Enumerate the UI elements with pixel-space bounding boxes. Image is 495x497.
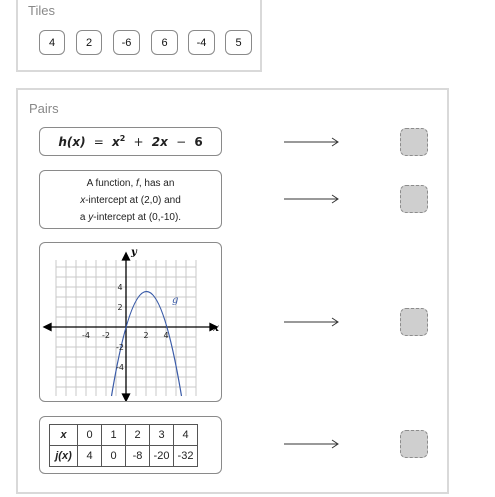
table-cell: -32 [174,446,198,467]
drop-zone-description[interactable] [400,185,428,213]
tile-6[interactable]: 6 [151,30,178,55]
y-tick-4: 4 [117,283,123,292]
desc-text: -intercept at (2,0) and [85,195,181,206]
equation-x: x [112,135,120,149]
equation-card[interactable] [39,127,222,156]
desc-x: x [80,195,86,206]
description-card[interactable] [39,170,222,229]
table-cell: -8 [126,446,150,467]
equation-plus: + [133,135,144,149]
tile-neg4[interactable]: -4 [188,30,215,55]
description-line-1 [40,178,221,189]
description-line-2 [40,195,221,206]
graph [40,243,221,401]
right-arrow-icon [284,317,340,327]
x-tick-neg2: -2 [102,331,110,340]
right-arrow-icon [284,194,340,204]
pairs-panel [16,88,449,494]
tile-2[interactable]: 2 [76,30,102,55]
description-line-3 [40,212,221,223]
drop-zone-table[interactable] [400,430,428,458]
desc-text: -intercept at (0,-10). [93,212,182,223]
values-table [49,424,198,467]
table-header-j: j(x) [50,446,78,467]
table-cell: 0 [78,425,102,446]
tile-neg6[interactable]: -6 [113,30,140,55]
table-cell: 1 [102,425,126,446]
table-cell: 4 [78,446,102,467]
tiles-panel [16,0,262,72]
right-arrow-icon [284,137,340,147]
y-axis-label: y [131,247,137,258]
table-card[interactable] [39,416,222,474]
drop-zone-equation[interactable] [400,128,428,156]
equation-minus: − [176,135,187,149]
tiles-title: Tiles [28,3,55,18]
y-tick-2: 2 [117,303,123,312]
table-cell: 3 [150,425,174,446]
y-tick-neg2: -2 [116,343,124,352]
desc-f: f [136,178,139,189]
curve-label: g [172,295,179,306]
desc-text: , has an [138,178,175,189]
equation-constant: 6 [194,135,203,149]
table-header-x: x [50,425,78,446]
equation-text [40,134,221,149]
drop-zone-graph[interactable] [400,308,428,336]
equation-equals: = [93,135,104,149]
equation-exponent: 2 [119,134,126,143]
x-axis-label: x [213,323,219,334]
desc-text: a [79,212,89,223]
x-tick-neg4: -4 [82,331,90,340]
equation-lhs: h(x) [58,135,86,149]
desc-text: A function, [86,178,137,189]
table-cell: 4 [174,425,198,446]
table-row-j [50,446,198,467]
y-tick-neg4: -4 [116,363,124,372]
tile-5[interactable]: 5 [225,30,252,55]
table-cell: 0 [102,446,126,467]
right-arrow-icon [284,439,340,449]
x-tick-2: 2 [143,331,149,340]
table-cell: 2 [126,425,150,446]
desc-y: y [88,212,94,223]
graph-card[interactable] [39,242,222,402]
tile-4[interactable]: 4 [39,30,65,55]
equation-term: 2x [151,135,168,149]
table-row-x [50,425,198,446]
x-tick-4: 4 [163,331,169,340]
table-cell: -20 [150,446,174,467]
graph-axes [44,253,217,401]
pairs-title: Pairs [29,101,59,116]
